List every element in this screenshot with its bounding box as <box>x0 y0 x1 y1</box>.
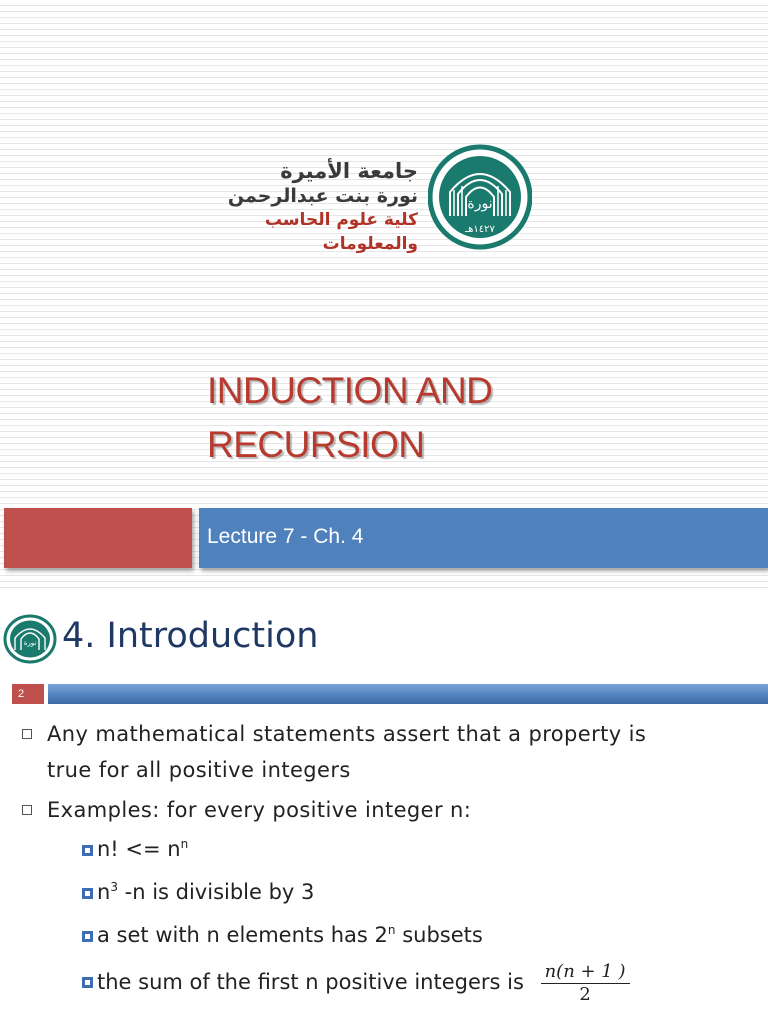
presentation-title <box>207 364 727 472</box>
slide-number: 2 <box>12 684 44 704</box>
sub-bullet-text: n! <= n <box>97 837 181 861</box>
square-bullet-icon <box>22 729 32 739</box>
subtitle-bar <box>199 508 768 568</box>
superscript: 3 <box>110 880 118 894</box>
sub-bullet-text: a set with n elements has 2 <box>97 923 388 947</box>
sub-bullet-icon <box>82 977 93 988</box>
university-seal-small-icon <box>3 614 57 664</box>
title-line-2: RECURSION <box>207 424 425 465</box>
title-divider <box>48 684 768 704</box>
sub-bullet-text: -n is divisible by 3 <box>117 880 315 904</box>
superscript: n <box>180 837 189 851</box>
university-name <box>200 158 418 256</box>
content-slide <box>0 594 768 1024</box>
fraction <box>541 961 630 1006</box>
list-item <box>72 828 762 871</box>
fraction-numerator: n(n + 1 ) <box>541 961 630 984</box>
bullet-list <box>22 716 762 1007</box>
sub-bullet-text: subsets <box>395 923 483 947</box>
svg-text:ﻧﻮﺭﺓ: ﻧﻮﺭﺓ <box>467 196 493 212</box>
svg-text:ﻧﻮﺭﺓ: ﻧﻮﺭﺓ <box>23 639 37 647</box>
list-item <box>72 914 762 957</box>
list-item <box>22 716 762 788</box>
university-logo <box>200 140 540 255</box>
fraction-denominator: 2 <box>579 983 591 1005</box>
sub-bullet-text: n <box>97 880 111 904</box>
title-line-1: INDUCTION AND <box>207 370 493 411</box>
sub-bullet-icon <box>82 931 93 942</box>
sub-bullet-icon <box>82 845 93 856</box>
list-item <box>72 957 762 1007</box>
bullet-text: Any mathematical statements assert that a property is <box>47 722 647 746</box>
college-name: كلية علوم الحاسب والمعلومات <box>264 210 418 254</box>
list-item <box>72 871 762 914</box>
list-item <box>22 792 762 828</box>
sub-bullet-text: the sum of the first n positive integers is <box>97 970 524 994</box>
square-bullet-icon <box>22 805 32 815</box>
seal-year: ١٤٢٧هـ <box>465 224 495 235</box>
university-name-line2: نورة بنت عبدالرحمن <box>227 185 418 207</box>
sub-bullet-icon <box>82 888 93 899</box>
bullet-text: Examples: for every positive integer n: <box>47 798 472 822</box>
bullet-text: true for all positive integers <box>47 758 351 782</box>
superscript: n <box>387 923 396 937</box>
slide-title: 4. Introduction <box>62 616 319 656</box>
university-name-line1: جامعة الأميرة <box>280 159 418 183</box>
lecture-subtitle: Lecture 7 - Ch. 4 <box>207 525 364 548</box>
accent-bar <box>4 508 192 568</box>
university-seal-icon <box>428 142 532 252</box>
